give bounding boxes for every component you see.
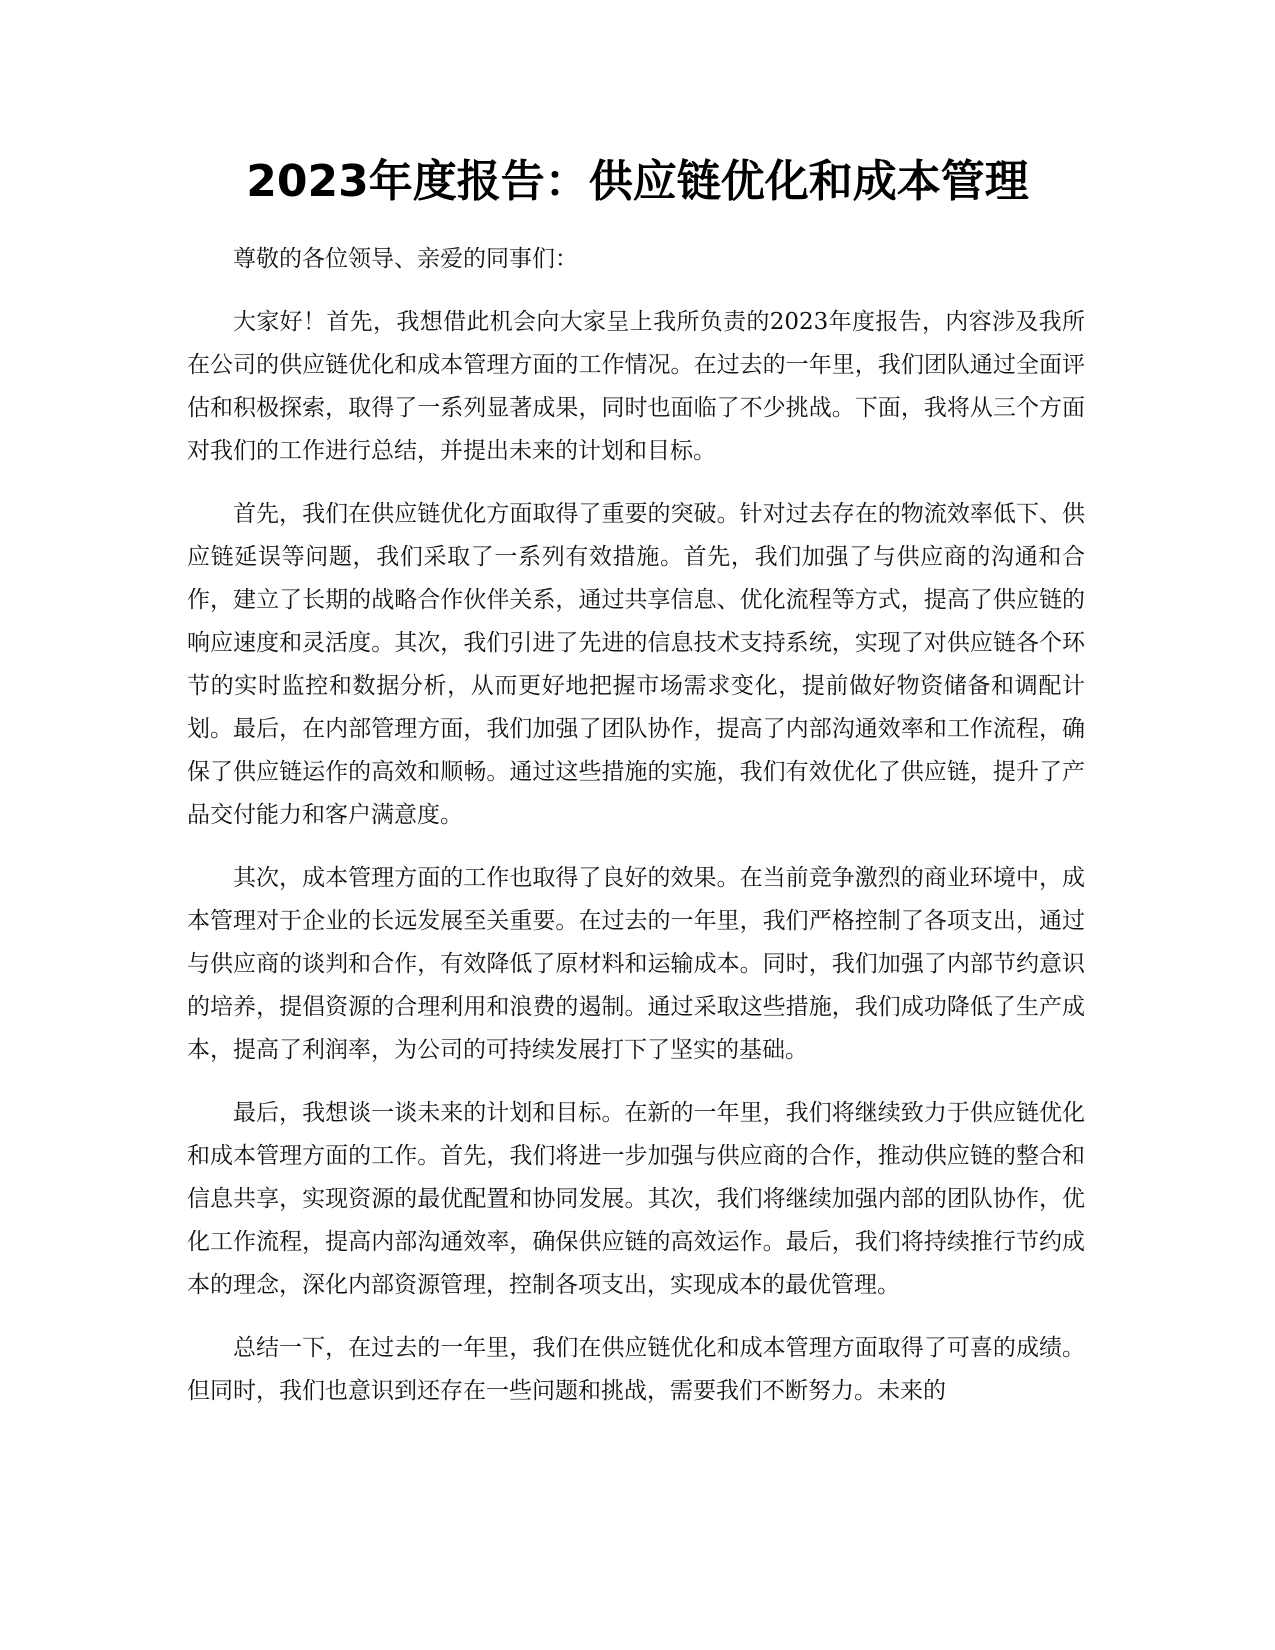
- document-body: [187, 238, 1085, 1433]
- summary-paragraph: 总结一下，在过去的一年里，我们在供应链优化和成本管理方面取得了可喜的成绩。但同时，我们也意识到还存在一些问题和挑战，需要我们不断努力。未来的: [187, 1335, 1085, 1404]
- salutation-paragraph: 尊敬的各位领导、亲爱的同事们：: [233, 246, 578, 272]
- future-plans-paragraph: 最后，我想谈一谈未来的计划和目标。在新的一年里，我们将继续致力于供应链优化和成本管理方面的工作。首先，我们将进一步加强与供应商的合作，推动供应链的整合和信息共享，实现资源的最优配置和协同发展。其次，我们将继续加强内部的团队协作，优化工作流程，提高内部沟通效率，确保供应链的高效运作。最后，我们将持续推行节约成本的理念，深化内部资源管理，控制各项支出，实现成本的最优管理。: [187, 1100, 1085, 1298]
- supply-chain-paragraph: 首先，我们在供应链优化方面取得了重要的突破。针对过去存在的物流效率低下、供应链延误等问题，我们采取了一系列有效措施。首先，我们加强了与供应商的沟通和合作，建立了长期的战略合作伙伴关系，通过共享信息、优化流程等方式，提高了供应链的响应速度和灵活度。其次，我们引进了先进的信息技术支持系统，实现了对供应链各个环节的实时监控和数据分析，从而更好地把握市场需求变化，提前做好物资储备和调配计划。最后，在内部管理方面，我们加强了团队协作，提高了内部沟通效率和工作流程，确保了供应链运作的高效和顺畅。通过这些措施的实施，我们有效优化了供应链，提升了产品交付能力和客户满意度。: [187, 501, 1085, 828]
- cost-management-paragraph: 其次，成本管理方面的工作也取得了良好的效果。在当前竞争激烈的商业环境中，成本管理对于企业的长远发展至关重要。在过去的一年里，我们严格控制了各项支出，通过与供应商的谈判和合作，有效降低了原材料和运输成本。同时，我们加强了内部节约意识的培养，提倡资源的合理利用和浪费的遏制。通过采取这些措施，我们成功降低了生产成本，提高了利润率，为公司的可持续发展打下了坚实的基础。: [187, 865, 1085, 1063]
- document-title: 2023年度报告：供应链优化和成本管理: [246, 156, 1029, 207]
- intro-paragraph: 大家好！首先，我想借此机会向大家呈上我所负责的2023年度报告，内容涉及我所在公司的供应链优化和成本管理方面的工作情况。在过去的一年里，我们团队通过全面评估和积极探索，取得了一系列显著成果，同时也面临了不少挑战。下面，我将从三个方面对我们的工作进行总结，并提出未来的计划和目标。: [187, 309, 1085, 464]
